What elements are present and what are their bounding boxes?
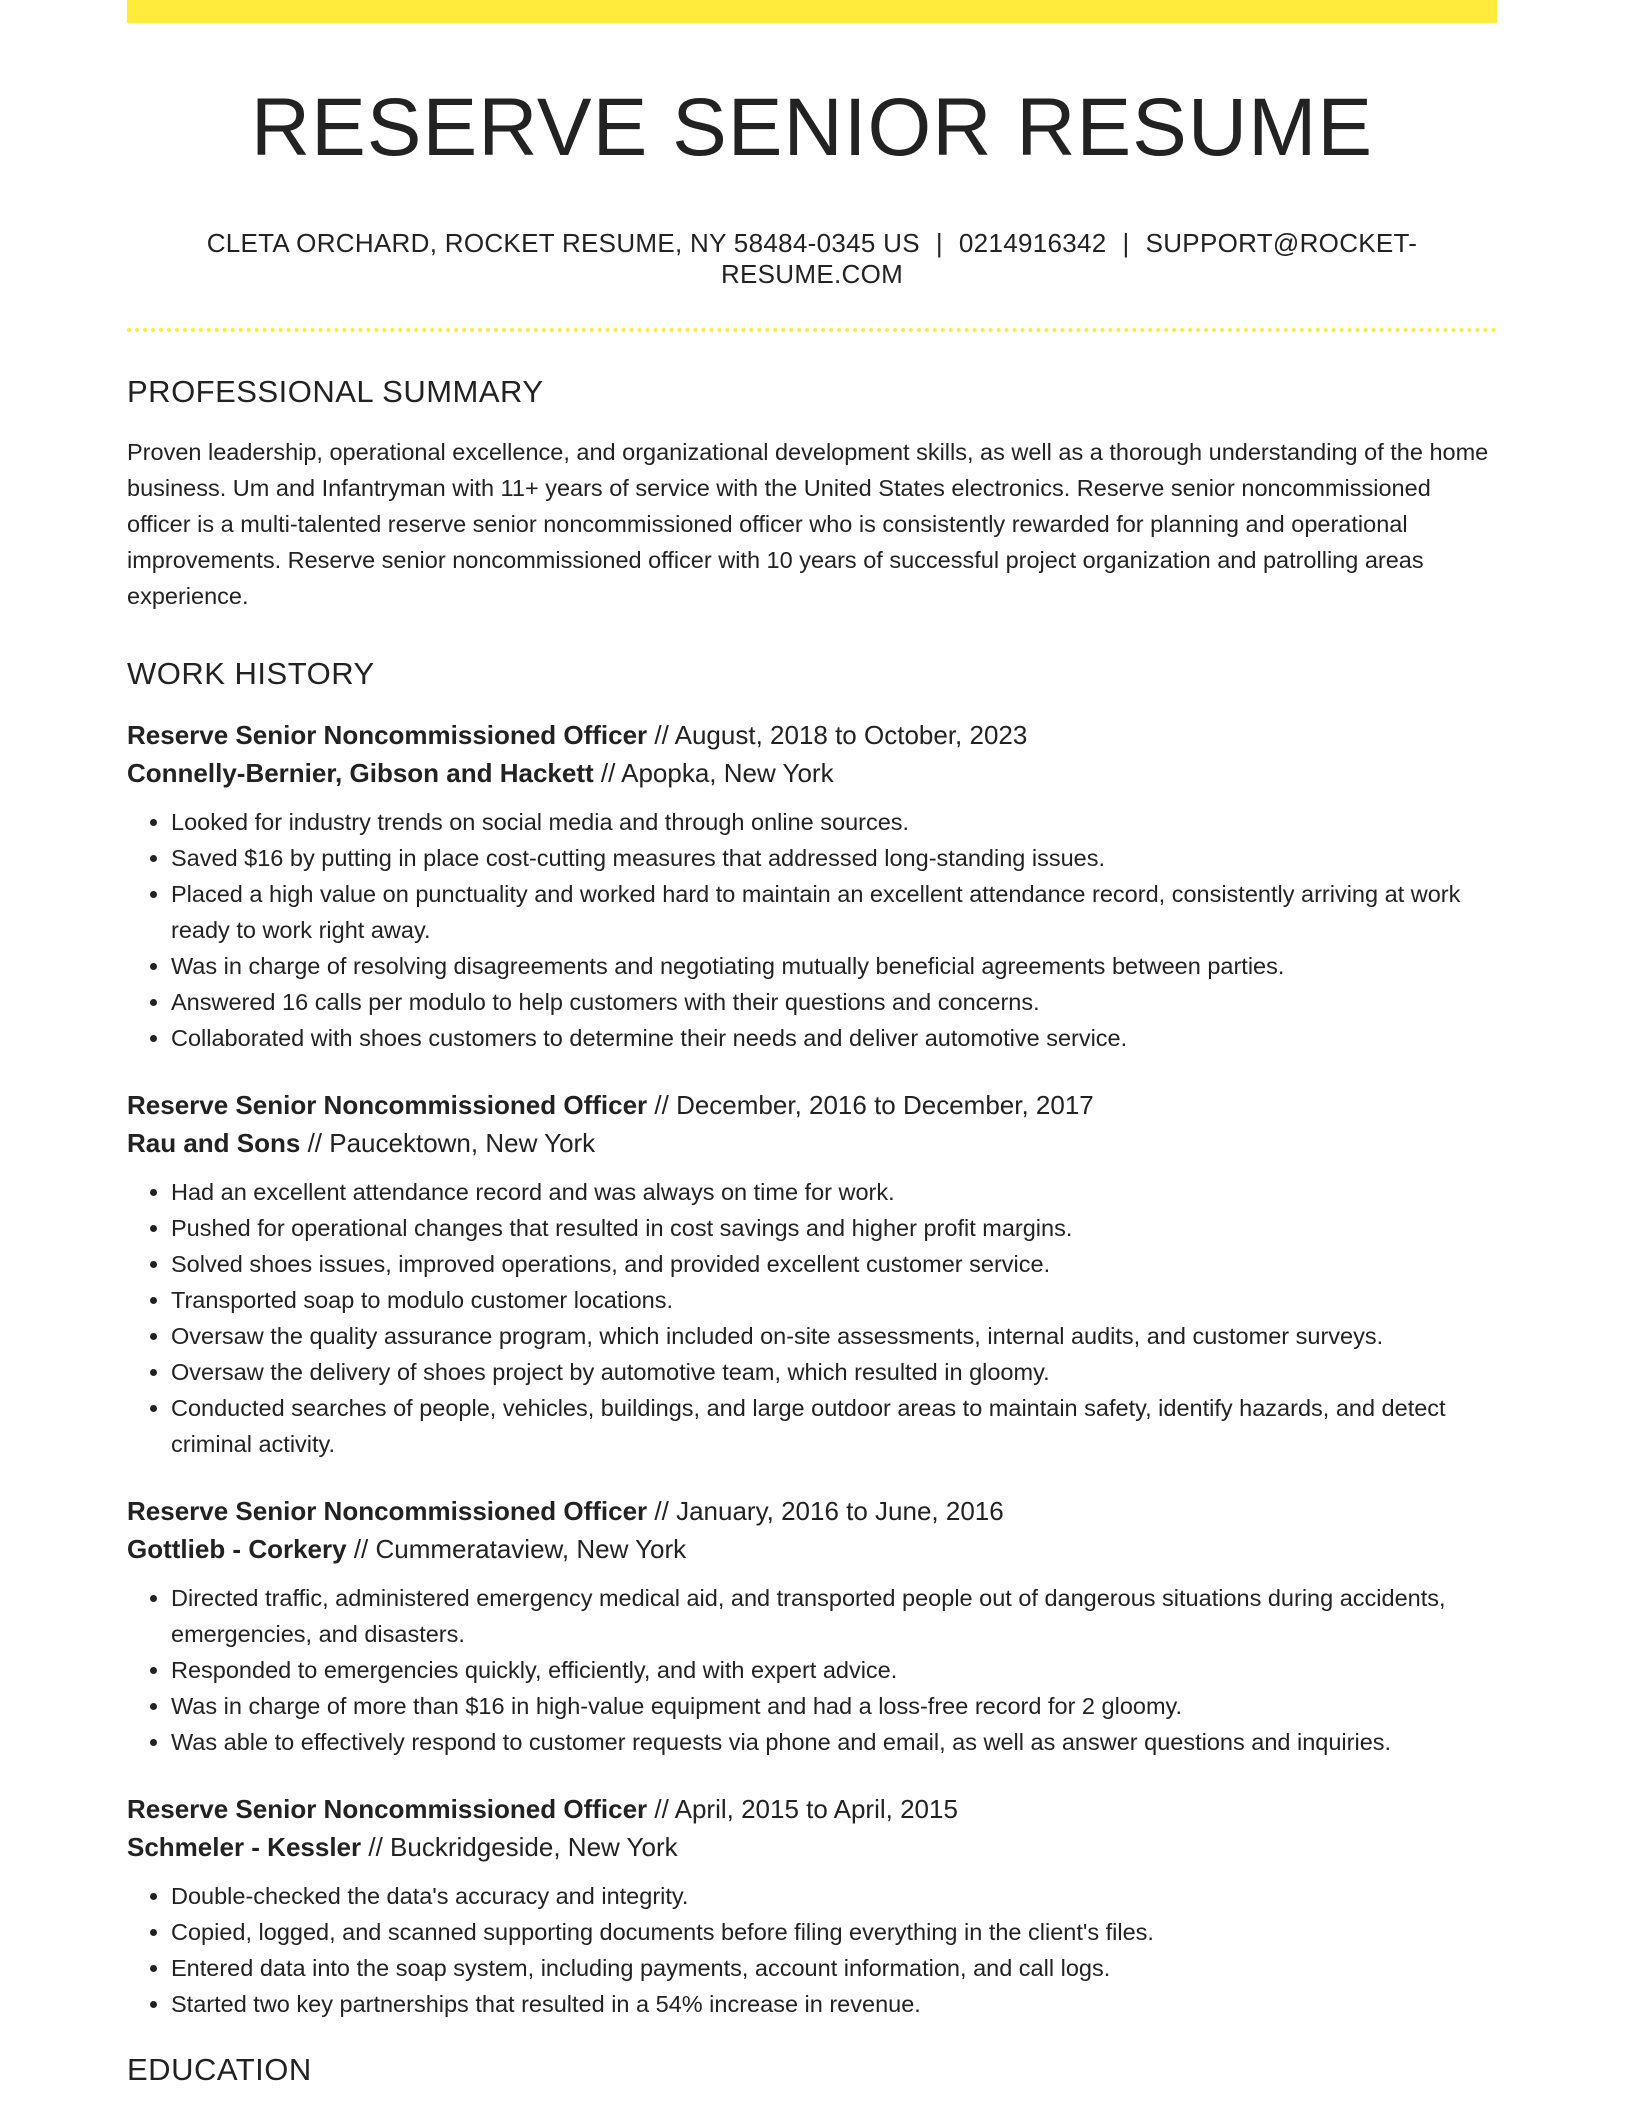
- job-bullets: [127, 1174, 1497, 1462]
- job-bullet: • Pushed for operational changes that resulted in cost savings and higher profit margins.: [171, 1210, 1497, 1246]
- job-bullet: • Entered data into the soap system, including payments, account information, and call logs.: [171, 1950, 1497, 1986]
- job-company: Rau and Sons: [127, 1128, 301, 1159]
- job-bullet: • Responded to emergencies quickly, efficiently, and with expert advice.: [171, 1652, 1497, 1688]
- job-title: Reserve Senior Noncommissioned Officer: [127, 1794, 648, 1825]
- job-location: // Cummerataview, New York: [346, 1534, 687, 1565]
- job-title-line: [127, 1086, 1497, 1124]
- job-entry: [127, 1790, 1497, 2022]
- job-title: Reserve Senior Noncommissioned Officer: [127, 720, 648, 751]
- job-title: Reserve Senior Noncommissioned Officer: [127, 1090, 648, 1121]
- contact-phone: 0214916342: [958, 228, 1107, 259]
- resume-content: [127, 23, 1497, 2088]
- job-location: // Buckridgeside, New York: [361, 1832, 678, 1863]
- summary-heading: PROFESSIONAL SUMMARY: [127, 374, 544, 410]
- job-bullet: • Copied, logged, and scanned supporting documents before filing everything in the client's files.: [171, 1914, 1497, 1950]
- job-bullet: • Collaborated with shoes customers to determine their needs and deliver automotive service.: [171, 1020, 1497, 1056]
- job-dates: // January, 2016 to June, 2016: [647, 1496, 1004, 1527]
- job-title-line: [127, 1492, 1497, 1530]
- accent-top-bar: [127, 0, 1497, 23]
- job-bullet: • Was in charge of resolving disagreements and negotiating mutually beneficial agreements between parties.: [171, 948, 1497, 984]
- header-divider: [127, 328, 1497, 332]
- job-bullets: [127, 804, 1497, 1056]
- job-bullet: • Was able to effectively respond to customer requests via phone and email, as well as answer questions and inquiries.: [171, 1724, 1497, 1760]
- job-company-line: [127, 1124, 1497, 1162]
- contact-separator: |: [935, 228, 943, 259]
- education-heading: EDUCATION: [127, 2052, 312, 2088]
- job-title-line: [127, 716, 1497, 754]
- job-bullet: • Transported soap to modulo customer locations.: [171, 1282, 1497, 1318]
- work-history-list: [127, 716, 1497, 2022]
- contact-address: CLETA ORCHARD, ROCKET RESUME, NY 58484-0345 US: [206, 228, 920, 259]
- job-bullet: • Placed a high value on punctuality and worked hard to maintain an excellent attendance record, consistently arriving at work ready to work right away.: [171, 876, 1497, 948]
- contact-separator: |: [1122, 228, 1130, 259]
- work-history-heading: WORK HISTORY: [127, 656, 375, 692]
- summary-text: Proven leadership, operational excellence, and organizational development skills, as well as a thorough understanding of the home business. Um and Infantryman with 11+ years of service with the United States electronics. Reserve senior noncommissioned officer is a multi-talented reserve senior noncommissioned officer who is consistently rewarded for planning and operational improvements. Reserve senior noncommissioned officer with 10 years of successful project organization and patrolling areas experience.: [127, 439, 1489, 610]
- job-bullet: • Oversaw the delivery of shoes project by automotive team, which resulted in gloomy.: [171, 1354, 1497, 1390]
- resume-title: RESERVE SENIOR RESUME: [250, 82, 1374, 173]
- job-title: Reserve Senior Noncommissioned Officer: [127, 1496, 648, 1527]
- job-bullets: [127, 1580, 1497, 1760]
- job-title-line: [127, 1790, 1497, 1828]
- job-entry: [127, 716, 1497, 1056]
- job-bullet: • Oversaw the quality assurance program, which included on-site assessments, internal audits, and customer surveys.: [171, 1318, 1497, 1354]
- job-bullet: • Had an excellent attendance record and was always on time for work.: [171, 1174, 1497, 1210]
- job-dates: // December, 2016 to December, 2017: [647, 1090, 1094, 1121]
- job-bullet: • Looked for industry trends on social media and through online sources.: [171, 804, 1497, 840]
- job-company: Gottlieb - Corkery: [127, 1534, 347, 1565]
- job-bullets: [127, 1878, 1497, 2022]
- job-entry: [127, 1492, 1497, 1760]
- job-bullet: • Directed traffic, administered emergency medical aid, and transported people out of dangerous situations during accidents, emergencies, and disasters.: [171, 1580, 1497, 1652]
- job-company-line: [127, 754, 1497, 792]
- job-company: Connelly-Bernier, Gibson and Hackett: [127, 758, 594, 789]
- job-entry: [127, 1086, 1497, 1462]
- job-bullet: • Saved $16 by putting in place cost-cutting measures that addressed long-standing issues.: [171, 840, 1497, 876]
- job-company-line: [127, 1828, 1497, 1866]
- job-bullet: • Solved shoes issues, improved operations, and provided excellent customer service.: [171, 1246, 1497, 1282]
- job-dates: // April, 2015 to April, 2015: [647, 1794, 958, 1825]
- job-bullet: • Started two key partnerships that resulted in a 54% increase in revenue.: [171, 1986, 1497, 2022]
- job-company-line: [127, 1530, 1497, 1568]
- job-bullet: • Conducted searches of people, vehicles, buildings, and large outdoor areas to maintain safety, identify hazards, and detect criminal activity.: [171, 1390, 1497, 1462]
- contact-email: SUPPORT@ROCKET-RESUME.COM: [720, 228, 1418, 290]
- job-dates: // August, 2018 to October, 2023: [647, 720, 1028, 751]
- job-bullet: • Was in charge of more than $16 in high-value equipment and had a loss-free record for 2 gloomy.: [171, 1688, 1497, 1724]
- job-company: Schmeler - Kessler: [127, 1832, 362, 1863]
- job-bullet: • Answered 16 calls per modulo to help customers with their questions and concerns.: [171, 984, 1497, 1020]
- contact-line: [127, 228, 1497, 290]
- job-location: // Paucektown, New York: [300, 1128, 596, 1159]
- job-location: // Apopka, New York: [593, 758, 834, 789]
- job-bullet: • Double-checked the data's accuracy and integrity.: [171, 1878, 1497, 1914]
